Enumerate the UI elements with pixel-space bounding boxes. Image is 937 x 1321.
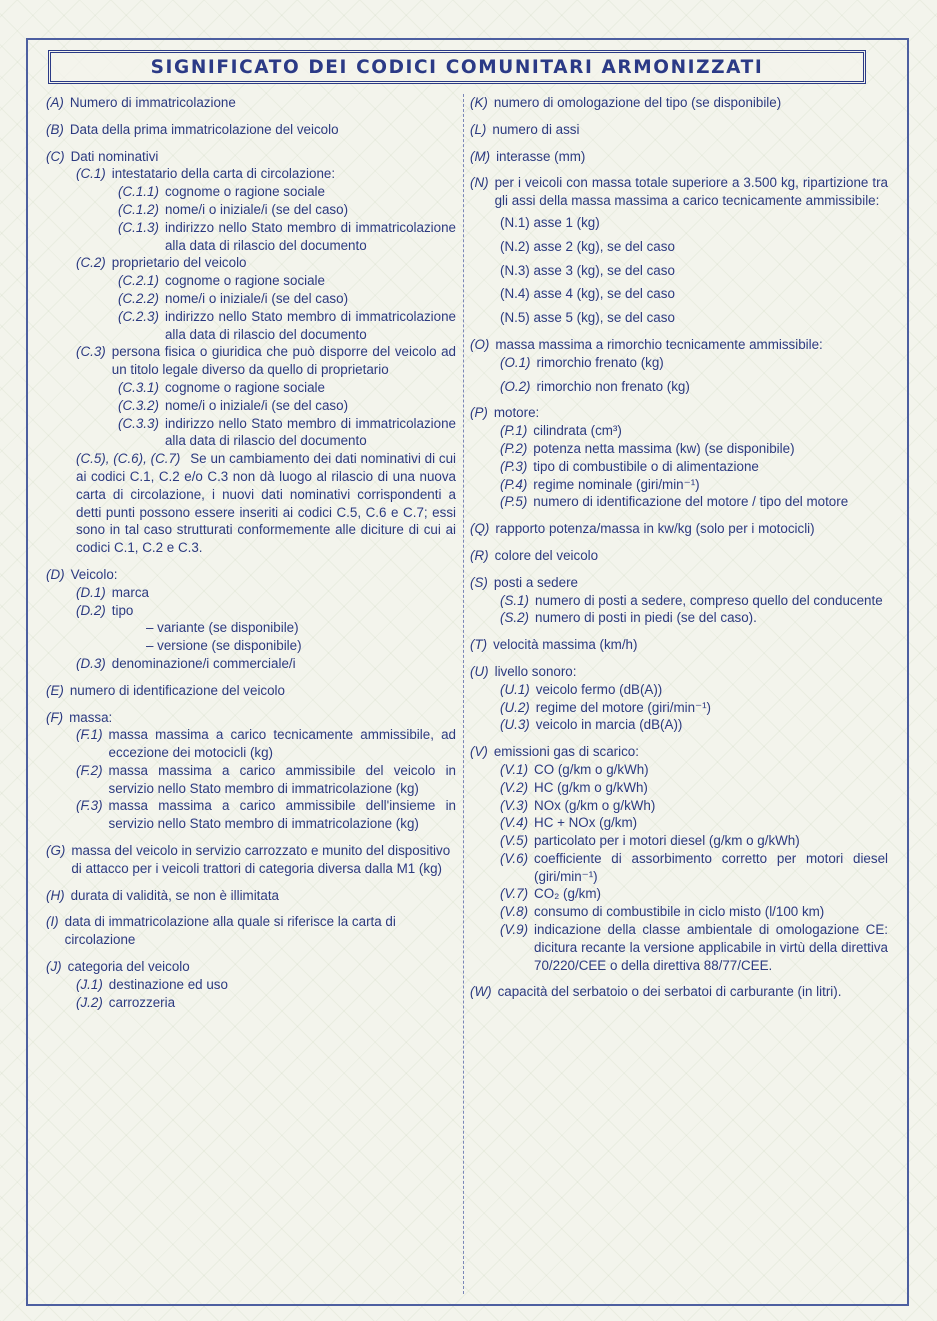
code-label: (B) bbox=[46, 121, 64, 137]
entry-u3 bbox=[500, 716, 888, 734]
code-label: (C.1.3) bbox=[118, 219, 159, 235]
entry-text: denominazione/i commerciale/i bbox=[111, 655, 296, 671]
entry-u bbox=[470, 663, 888, 734]
entry-n3: (N.3) asse 3 (kg), se del caso bbox=[500, 262, 675, 278]
entry-p5 bbox=[500, 493, 888, 511]
code-label: (D.3) bbox=[76, 655, 106, 671]
code-label: (M) bbox=[470, 148, 491, 164]
entry-c31 bbox=[118, 379, 456, 397]
entry-text: HC + NOx (g/km) bbox=[534, 815, 638, 831]
entry-s2 bbox=[500, 609, 888, 627]
code-label: (C.1.2) bbox=[118, 201, 159, 217]
entry-h bbox=[46, 887, 456, 905]
entry-text: massa massima a carico ammissibile dell'insieme in servizio nello Stato membro di immatricolazione (kg) bbox=[108, 798, 456, 832]
entry-s bbox=[470, 574, 888, 627]
entry-d2 bbox=[76, 602, 456, 620]
entry-v bbox=[470, 743, 888, 974]
entry-text: potenza netta massima (kw) (se disponibile) bbox=[533, 440, 795, 456]
code-label: (V) bbox=[470, 744, 488, 760]
entry-o1 bbox=[500, 354, 888, 372]
code-label: (C.3.3) bbox=[118, 415, 159, 431]
entry-s1 bbox=[500, 592, 888, 610]
entry-n2: (N.2) asse 2 (kg), se del caso bbox=[500, 238, 675, 254]
entry-text: destinazione ed uso bbox=[108, 976, 228, 992]
entry-b bbox=[46, 121, 456, 139]
code-label: (V.1) bbox=[500, 761, 529, 777]
code-label: (V.9) bbox=[500, 922, 529, 938]
code-label: (R) bbox=[470, 547, 489, 563]
entry-u2 bbox=[500, 699, 888, 717]
code-label: (P.4) bbox=[500, 476, 528, 492]
entry-q bbox=[470, 520, 888, 538]
code-label: (V.3) bbox=[500, 797, 529, 813]
code-label: (C) bbox=[46, 148, 65, 164]
code-label: (J.1) bbox=[76, 976, 103, 992]
entry-u1 bbox=[500, 681, 888, 699]
entry-text: regime del motore (giri/min⁻¹) bbox=[535, 699, 712, 715]
code-label: (F.1) bbox=[76, 727, 103, 743]
entry-j bbox=[46, 958, 456, 1011]
code-label: (Q) bbox=[470, 521, 490, 537]
entry-text: interasse (mm) bbox=[496, 148, 586, 164]
entry-text: numero di assi bbox=[492, 121, 580, 137]
entry-g bbox=[46, 842, 456, 878]
entry-text: Numero di immatricolazione bbox=[69, 95, 236, 110]
entry-v8 bbox=[500, 903, 888, 921]
entry-text: livello sonoro: bbox=[494, 663, 577, 679]
entry-text: particolato per i motori diesel (g/km o g/kWh) bbox=[534, 833, 800, 849]
entry-text: indirizzo nello Stato membro di immatricolazione alla data di rilascio del documento bbox=[164, 415, 456, 449]
entry-w bbox=[470, 983, 888, 1001]
entry-d2-version: – versione (se disponibile) bbox=[146, 638, 302, 654]
entry-p bbox=[470, 404, 888, 511]
entry-c33 bbox=[118, 415, 456, 451]
entry-text: nome/i o iniziale/i (se del caso) bbox=[164, 290, 349, 306]
code-label: (D) bbox=[46, 566, 65, 582]
entry-text: velocità massima (km/h) bbox=[493, 637, 638, 653]
entry-c23 bbox=[118, 308, 456, 344]
title-box bbox=[48, 50, 866, 84]
entry-c2 bbox=[76, 254, 456, 272]
entry-text: veicolo fermo (dB(A)) bbox=[535, 681, 663, 697]
entry-c22 bbox=[118, 290, 456, 308]
entry-text: massa massima a rimorchio tecnicamente ammissibile: bbox=[495, 336, 823, 352]
entry-text: coefficiente di assorbimento corretto per motori diesel (giri/min⁻¹) bbox=[534, 850, 888, 884]
entry-text: indicazione della classe ambientale di omologazione CE: dicitura recante la versione applicabile in virtù della direttiva 70/220/CEE o della direttiva 88/77/CEE. bbox=[534, 922, 888, 973]
code-label: (C.1) bbox=[76, 166, 106, 182]
right-column bbox=[470, 94, 888, 1010]
entry-text: tipo bbox=[111, 602, 134, 618]
entry-f3 bbox=[76, 797, 456, 833]
code-label: (C.2.3) bbox=[118, 308, 159, 324]
code-label: (U.1) bbox=[500, 681, 530, 697]
code-label: (C.2) bbox=[76, 255, 106, 271]
entry-text: proprietario del veicolo bbox=[111, 255, 247, 271]
code-label: (U) bbox=[470, 663, 489, 679]
code-label: (W) bbox=[470, 984, 492, 1000]
entry-n1: (N.1) asse 1 (kg) bbox=[500, 214, 600, 230]
entry-v4 bbox=[500, 814, 888, 832]
code-label: (V.5) bbox=[500, 833, 529, 849]
entry-l bbox=[470, 121, 888, 139]
entry-c21 bbox=[118, 272, 456, 290]
entry-t bbox=[470, 636, 888, 654]
entry-i bbox=[46, 913, 456, 949]
code-label: (S.2) bbox=[500, 610, 530, 626]
entry-text: Se un cambiamento dei dati nominativi di cui ai codici C.1, C.2 e/o C.3 non dà luogo al rilascio di una nuova carta di circolazione, i nuovi dati nominativi corrispondenti a detti punti possono essere inseriti ai codici C.5, C.6 e C.7; essi sono in tal caso strutturati conformemente alle diciture di cui ai codici C.1, C.2 e C.3. bbox=[76, 451, 457, 556]
entry-text: Data della prima immatricolazione del veicolo bbox=[69, 121, 339, 137]
left-column bbox=[46, 94, 456, 1020]
entry-text: categoria del veicolo bbox=[67, 959, 190, 975]
code-label: (V.2) bbox=[500, 779, 529, 795]
entry-n5: (N.5) asse 5 (kg), se del caso bbox=[500, 310, 675, 326]
entry-text: cognome o ragione sociale bbox=[164, 184, 325, 200]
entry-text: data di immatricolazione alla quale si riferisce la carta di circolazione bbox=[64, 914, 396, 948]
code-label: (D.1) bbox=[76, 584, 106, 600]
entry-m bbox=[470, 148, 888, 166]
entry-text: Dati nominativi bbox=[70, 148, 159, 164]
entry-text: cognome o ragione sociale bbox=[164, 273, 325, 289]
code-label: (K) bbox=[470, 95, 488, 110]
entry-text: massa massima a carico tecnicamente ammissibile, ad eccezione dei motocicli (kg) bbox=[108, 727, 456, 761]
entry-c5 bbox=[76, 450, 456, 557]
entry-n4: (N.4) asse 4 (kg), se del caso bbox=[500, 286, 675, 302]
entry-d1 bbox=[76, 584, 456, 602]
code-label: (V.8) bbox=[500, 904, 529, 920]
code-label: (S) bbox=[470, 574, 488, 590]
code-label: (U.2) bbox=[500, 699, 530, 715]
code-label: (N) bbox=[470, 175, 489, 191]
code-label: (C.2.1) bbox=[118, 273, 159, 289]
entry-text: HC (g/km o g/kWh) bbox=[534, 779, 648, 795]
entry-text: posti a sedere bbox=[493, 574, 578, 590]
code-label: (H) bbox=[46, 887, 65, 903]
entry-j2 bbox=[76, 994, 456, 1012]
page-title: SIGNIFICATO DEI CODICI COMUNITARI ARMONIZZATI bbox=[150, 56, 764, 78]
entry-d3 bbox=[76, 655, 456, 673]
entry-text: numero di identificazione del motore / tipo del motore bbox=[533, 494, 849, 510]
entry-text: cilindrata (cm³) bbox=[533, 423, 622, 439]
entry-text: CO₂ (g/km) bbox=[534, 886, 601, 902]
entry-p4 bbox=[500, 476, 888, 494]
entry-v7 bbox=[500, 885, 888, 903]
entry-text: massa massima a carico ammissibile del veicolo in servizio nello Stato membro di immatricolazione (kg) bbox=[108, 762, 456, 796]
entry-text: intestatario della carta di circolazione: bbox=[111, 166, 336, 182]
code-label: (P) bbox=[470, 405, 488, 421]
entry-text: veicolo in marcia (dB(A)) bbox=[535, 717, 683, 733]
entry-text: massa del veicolo in servizio carrozzato e munito del dispositivo di attacco per i veicoli trattori di categoria diversa dalla M1 (kg) bbox=[71, 843, 451, 876]
code-label: (J) bbox=[46, 959, 62, 975]
entry-text: carrozzeria bbox=[108, 994, 176, 1010]
entry-d2-variant: – variante (se disponibile) bbox=[146, 620, 299, 636]
entry-text: emissioni gas di scarico: bbox=[493, 744, 639, 760]
code-label: (V.7) bbox=[500, 886, 529, 902]
entry-p3 bbox=[500, 458, 888, 476]
entry-text: indirizzo nello Stato membro di immatricolazione alla data di rilascio del documento bbox=[164, 219, 456, 253]
entry-f bbox=[46, 709, 456, 834]
entry-text: tipo di combustibile o di alimentazione bbox=[533, 458, 759, 474]
entry-text: per i veicoli con massa totale superiore a 3.500 kg, ripartizione tra gli assi della massa massima a carico tecnicamente ammissibile: bbox=[494, 175, 888, 209]
column-divider bbox=[463, 94, 465, 1294]
entry-text: rapporto potenza/massa in kw/kg (solo per i motocicli) bbox=[495, 521, 815, 537]
entry-f1 bbox=[76, 726, 456, 762]
entry-text: persona fisica o giuridica che può disporre del veicolo ad un titolo legale diverso da quello di proprietario bbox=[111, 344, 456, 378]
entry-o2 bbox=[500, 378, 888, 396]
code-label: (P.3) bbox=[500, 458, 528, 474]
entry-text: NOx (g/km o g/kWh) bbox=[534, 797, 656, 813]
entry-n bbox=[470, 174, 888, 327]
code-label: (P.1) bbox=[500, 423, 528, 439]
entry-text: capacità del serbatoio o dei serbatoi di carburante (in litri). bbox=[497, 984, 842, 1000]
code-label: (C.3) bbox=[76, 344, 106, 360]
entry-e bbox=[46, 682, 456, 700]
entry-text: nome/i o iniziale/i (se del caso) bbox=[164, 201, 349, 217]
code-label: (P.2) bbox=[500, 440, 528, 456]
entry-v6 bbox=[500, 850, 888, 886]
code-label: (V.4) bbox=[500, 815, 529, 831]
code-label: (V.6) bbox=[500, 850, 529, 866]
entry-text: numero di identificazione del veicolo bbox=[69, 682, 285, 698]
entry-text: CO (g/km o g/kWh) bbox=[534, 761, 649, 777]
code-label: (E) bbox=[46, 682, 64, 698]
code-label: (S.1) bbox=[500, 592, 530, 608]
entry-text: rimorchio non frenato (kg) bbox=[536, 378, 690, 394]
entry-text: rimorchio frenato (kg) bbox=[536, 354, 664, 370]
entry-c13 bbox=[118, 219, 456, 255]
entry-text: massa: bbox=[69, 709, 113, 725]
code-label: (C.2.2) bbox=[118, 290, 159, 306]
code-label: (U.3) bbox=[500, 717, 530, 733]
entry-k bbox=[470, 94, 888, 112]
entry-text: numero di omologazione del tipo (se disponibile) bbox=[493, 95, 782, 110]
entry-a bbox=[46, 94, 456, 112]
entry-text: cognome o ragione sociale bbox=[164, 379, 325, 395]
entry-v5 bbox=[500, 832, 888, 850]
code-label: (C.5), (C.6), (C.7) bbox=[76, 451, 181, 467]
entry-c32 bbox=[118, 397, 456, 415]
code-label: (O.2) bbox=[500, 378, 531, 394]
entry-v3 bbox=[500, 797, 888, 815]
entry-p2 bbox=[500, 440, 888, 458]
entry-p1 bbox=[500, 422, 888, 440]
code-label: (I) bbox=[46, 914, 59, 930]
code-label: (J.2) bbox=[76, 994, 103, 1010]
entry-text: numero di posti a sedere, compreso quello del conducente bbox=[535, 592, 883, 608]
entry-v1 bbox=[500, 761, 888, 779]
entry-c12 bbox=[118, 201, 456, 219]
entry-c bbox=[46, 148, 456, 557]
entry-o bbox=[470, 336, 888, 395]
entry-v9 bbox=[500, 921, 888, 974]
entry-text: nome/i o iniziale/i (se del caso) bbox=[164, 397, 349, 413]
code-label: (P.5) bbox=[500, 494, 528, 510]
entry-c1 bbox=[76, 165, 456, 183]
code-label: (T) bbox=[470, 637, 488, 653]
entry-text: indirizzo nello Stato membro di immatricolazione alla data di rilascio del documento bbox=[164, 308, 456, 342]
entry-text: regime nominale (giri/min⁻¹) bbox=[533, 476, 700, 492]
entry-text: colore del veicolo bbox=[494, 547, 599, 563]
entry-text: motore: bbox=[493, 405, 540, 421]
entry-c3 bbox=[76, 343, 456, 379]
code-label: (O.1) bbox=[500, 354, 531, 370]
entry-text: marca bbox=[111, 584, 149, 600]
entry-text: consumo di combustibile in ciclo misto (l/100 km) bbox=[534, 904, 825, 920]
entry-text: Veicolo: bbox=[70, 566, 118, 582]
code-label: (A) bbox=[46, 95, 64, 110]
code-label: (C.3.1) bbox=[118, 379, 159, 395]
entry-text: durata di validità, se non è illimitata bbox=[70, 887, 280, 903]
entry-r bbox=[470, 547, 888, 565]
code-label: (C.3.2) bbox=[118, 397, 159, 413]
code-label: (L) bbox=[470, 121, 487, 137]
code-label: (O) bbox=[470, 336, 490, 352]
code-label: (F.2) bbox=[76, 762, 103, 778]
code-label: (F.3) bbox=[76, 798, 103, 814]
entry-j1 bbox=[76, 976, 456, 994]
entry-text: numero di posti in piedi (se del caso). bbox=[535, 610, 757, 626]
entry-c11 bbox=[118, 183, 456, 201]
code-label: (F) bbox=[46, 709, 64, 725]
code-label: (C.1.1) bbox=[118, 184, 159, 200]
entry-f2 bbox=[76, 762, 456, 798]
code-label: (D.2) bbox=[76, 602, 106, 618]
entry-v2 bbox=[500, 779, 888, 797]
entry-d bbox=[46, 566, 456, 673]
code-label: (G) bbox=[46, 843, 66, 859]
